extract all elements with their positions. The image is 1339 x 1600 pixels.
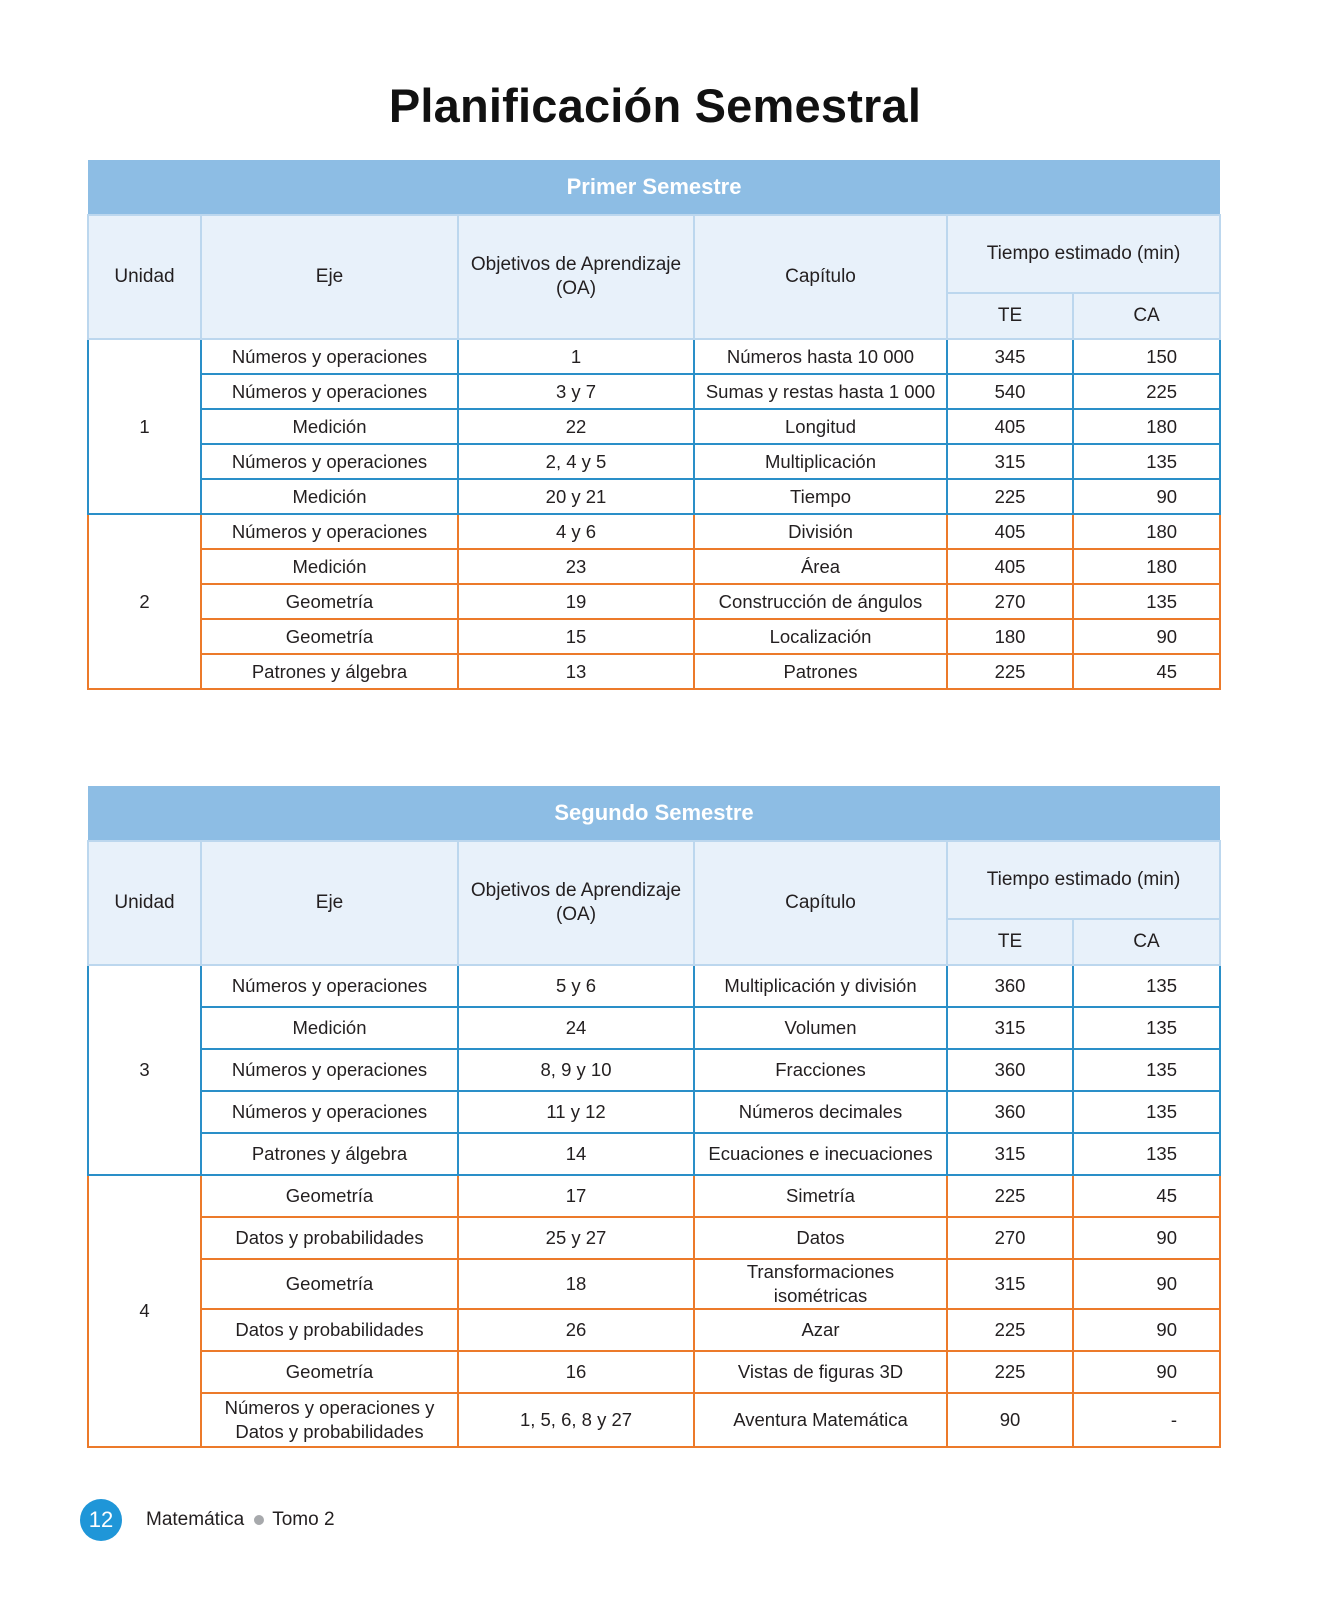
header-tiempo: Tiempo estimado (min) — [947, 215, 1220, 293]
te-cell: 225 — [947, 1351, 1073, 1393]
eje-cell: Datos y probabilidades — [201, 1217, 458, 1259]
eje-cell: Patrones y álgebra — [201, 1133, 458, 1175]
ca-cell: 150 — [1073, 339, 1220, 374]
oa-cell: 23 — [458, 549, 694, 584]
capitulo-cell: Tiempo — [694, 479, 947, 514]
eje-cell: Geometría — [201, 1259, 458, 1309]
eje-cell: Geometría — [201, 619, 458, 654]
te-cell: 225 — [947, 1175, 1073, 1217]
header-te: TE — [947, 293, 1073, 339]
ca-cell: 90 — [1073, 619, 1220, 654]
eje-cell: Medición — [201, 409, 458, 444]
te-cell: 270 — [947, 1217, 1073, 1259]
unit-cell: 3 — [88, 965, 201, 1175]
oa-cell: 8, 9 y 10 — [458, 1049, 694, 1091]
table-row — [88, 479, 1220, 514]
header-oa: Objetivos de Aprendizaje (OA) — [458, 841, 694, 965]
table-row — [88, 654, 1220, 689]
capitulo-cell: Transformaciones isométricas — [694, 1259, 947, 1309]
table-row — [88, 1133, 1220, 1175]
capitulo-cell: Datos — [694, 1217, 947, 1259]
table-row — [88, 409, 1220, 444]
eje-cell: Medición — [201, 479, 458, 514]
header-te: TE — [947, 919, 1073, 965]
te-cell: 315 — [947, 1133, 1073, 1175]
header-capitulo: Capítulo — [694, 841, 947, 965]
oa-cell: 25 y 27 — [458, 1217, 694, 1259]
header-tiempo: Tiempo estimado (min) — [947, 841, 1220, 919]
oa-cell: 11 y 12 — [458, 1091, 694, 1133]
eje-cell: Números y operaciones y Datos y probabilidades — [201, 1393, 458, 1447]
page-number: 12 — [80, 1499, 122, 1541]
eje-cell: Números y operaciones — [201, 339, 458, 374]
oa-cell: 4 y 6 — [458, 514, 694, 549]
table-row — [88, 1091, 1220, 1133]
header-eje: Eje — [201, 841, 458, 965]
table-row — [88, 514, 1220, 549]
unit-cell: 2 — [88, 514, 201, 689]
te-cell: 405 — [947, 514, 1073, 549]
unit-cell: 4 — [88, 1175, 201, 1447]
capitulo-cell: Ecuaciones e inecuaciones — [694, 1133, 947, 1175]
header-unidad: Unidad — [88, 215, 201, 339]
oa-cell: 24 — [458, 1007, 694, 1049]
table-row — [88, 549, 1220, 584]
te-cell: 315 — [947, 444, 1073, 479]
te-cell: 360 — [947, 965, 1073, 1007]
capitulo-cell: Localización — [694, 619, 947, 654]
eje-cell: Geometría — [201, 584, 458, 619]
oa-cell: 17 — [458, 1175, 694, 1217]
eje-cell: Números y operaciones — [201, 965, 458, 1007]
eje-cell: Números y operaciones — [201, 444, 458, 479]
capitulo-cell: Azar — [694, 1309, 947, 1351]
eje-cell: Medición — [201, 1007, 458, 1049]
capitulo-cell: Patrones — [694, 654, 947, 689]
table-row — [88, 584, 1220, 619]
te-cell: 315 — [947, 1007, 1073, 1049]
capitulo-cell: Simetría — [694, 1175, 947, 1217]
table-row — [88, 965, 1220, 1007]
capitulo-cell: División — [694, 514, 947, 549]
capitulo-cell: Volumen — [694, 1007, 947, 1049]
ca-cell: 135 — [1073, 1007, 1220, 1049]
ca-cell: 135 — [1073, 1133, 1220, 1175]
header-ca: CA — [1073, 919, 1220, 965]
oa-cell: 5 y 6 — [458, 965, 694, 1007]
te-cell: 315 — [947, 1259, 1073, 1309]
te-cell: 225 — [947, 654, 1073, 689]
capitulo-cell: Fracciones — [694, 1049, 947, 1091]
capitulo-cell: Vistas de figuras 3D — [694, 1351, 947, 1393]
table-row — [88, 1175, 1220, 1217]
te-cell: 405 — [947, 549, 1073, 584]
ca-cell: 135 — [1073, 584, 1220, 619]
eje-cell: Geometría — [201, 1175, 458, 1217]
table-row — [88, 374, 1220, 409]
ca-cell: 45 — [1073, 1175, 1220, 1217]
eje-cell: Geometría — [201, 1351, 458, 1393]
capitulo-cell: Números decimales — [694, 1091, 947, 1133]
oa-cell: 1, 5, 6, 8 y 27 — [458, 1393, 694, 1447]
oa-cell: 15 — [458, 619, 694, 654]
te-cell: 225 — [947, 1309, 1073, 1351]
book-title: Matemática — [146, 1509, 245, 1530]
te-cell: 405 — [947, 409, 1073, 444]
ca-cell: 90 — [1073, 1351, 1220, 1393]
ca-cell: 135 — [1073, 965, 1220, 1007]
header-oa: Objetivos de Aprendizaje (OA) — [458, 215, 694, 339]
capitulo-cell: Multiplicación — [694, 444, 947, 479]
capitulo-cell: Números hasta 10 000 — [694, 339, 947, 374]
table-row — [88, 444, 1220, 479]
page-footer — [80, 1498, 335, 1542]
oa-cell: 20 y 21 — [458, 479, 694, 514]
eje-cell: Números y operaciones — [201, 514, 458, 549]
capitulo-cell: Construcción de ángulos — [694, 584, 947, 619]
table-row — [88, 1393, 1220, 1447]
volume-label: Tomo 2 — [272, 1509, 335, 1530]
capitulo-cell: Área — [694, 549, 947, 584]
te-cell: 360 — [947, 1049, 1073, 1091]
header-capitulo: Capítulo — [694, 215, 947, 339]
oa-cell: 16 — [458, 1351, 694, 1393]
eje-cell: Medición — [201, 549, 458, 584]
table-row — [88, 1351, 1220, 1393]
table-row — [88, 1007, 1220, 1049]
te-cell: 270 — [947, 584, 1073, 619]
te-cell: 345 — [947, 339, 1073, 374]
oa-cell: 26 — [458, 1309, 694, 1351]
header-ca: CA — [1073, 293, 1220, 339]
oa-cell: 2, 4 y 5 — [458, 444, 694, 479]
ca-cell: 45 — [1073, 654, 1220, 689]
table-row — [88, 1309, 1220, 1351]
header-eje: Eje — [201, 215, 458, 339]
ca-cell: 90 — [1073, 1259, 1220, 1309]
ca-cell: 90 — [1073, 1217, 1220, 1259]
capitulo-cell: Multiplicación y división — [694, 965, 947, 1007]
ca-cell: 180 — [1073, 514, 1220, 549]
te-cell: 540 — [947, 374, 1073, 409]
table-row — [88, 1049, 1220, 1091]
unit-cell: 1 — [88, 339, 201, 514]
first-semester-body — [88, 339, 1220, 689]
capitulo-cell: Aventura Matemática — [694, 1393, 947, 1447]
table-row — [88, 1217, 1220, 1259]
te-cell: 360 — [947, 1091, 1073, 1133]
capitulo-cell: Longitud — [694, 409, 947, 444]
ca-cell: 225 — [1073, 374, 1220, 409]
table-row — [88, 619, 1220, 654]
first-semester-table — [87, 160, 1221, 690]
separator-dot — [254, 1515, 264, 1525]
oa-cell: 3 y 7 — [458, 374, 694, 409]
second-semester-table — [87, 786, 1221, 1448]
semester-title: Primer Semestre — [88, 160, 1220, 215]
te-cell: 225 — [947, 479, 1073, 514]
page-title: Planificación Semestral — [388, 79, 922, 132]
eje-cell: Patrones y álgebra — [201, 654, 458, 689]
te-cell: 90 — [947, 1393, 1073, 1447]
ca-cell: 135 — [1073, 1091, 1220, 1133]
table-row — [88, 1259, 1220, 1309]
ca-cell: 135 — [1073, 444, 1220, 479]
eje-cell: Números y operaciones — [201, 374, 458, 409]
ca-cell: 90 — [1073, 1309, 1220, 1351]
ca-cell: - — [1073, 1393, 1220, 1447]
oa-cell: 18 — [458, 1259, 694, 1309]
oa-cell: 1 — [458, 339, 694, 374]
ca-cell: 180 — [1073, 549, 1220, 584]
header-unidad: Unidad — [88, 841, 201, 965]
oa-cell: 22 — [458, 409, 694, 444]
semester-title: Segundo Semestre — [88, 786, 1220, 841]
eje-cell: Datos y probabilidades — [201, 1309, 458, 1351]
capitulo-cell: Sumas y restas hasta 1 000 — [694, 374, 947, 409]
second-semester-body — [88, 965, 1220, 1447]
oa-cell: 14 — [458, 1133, 694, 1175]
ca-cell: 135 — [1073, 1049, 1220, 1091]
ca-cell: 90 — [1073, 479, 1220, 514]
oa-cell: 13 — [458, 654, 694, 689]
ca-cell: 180 — [1073, 409, 1220, 444]
te-cell: 180 — [947, 619, 1073, 654]
eje-cell: Números y operaciones — [201, 1049, 458, 1091]
table-row — [88, 339, 1220, 374]
oa-cell: 19 — [458, 584, 694, 619]
eje-cell: Números y operaciones — [201, 1091, 458, 1133]
